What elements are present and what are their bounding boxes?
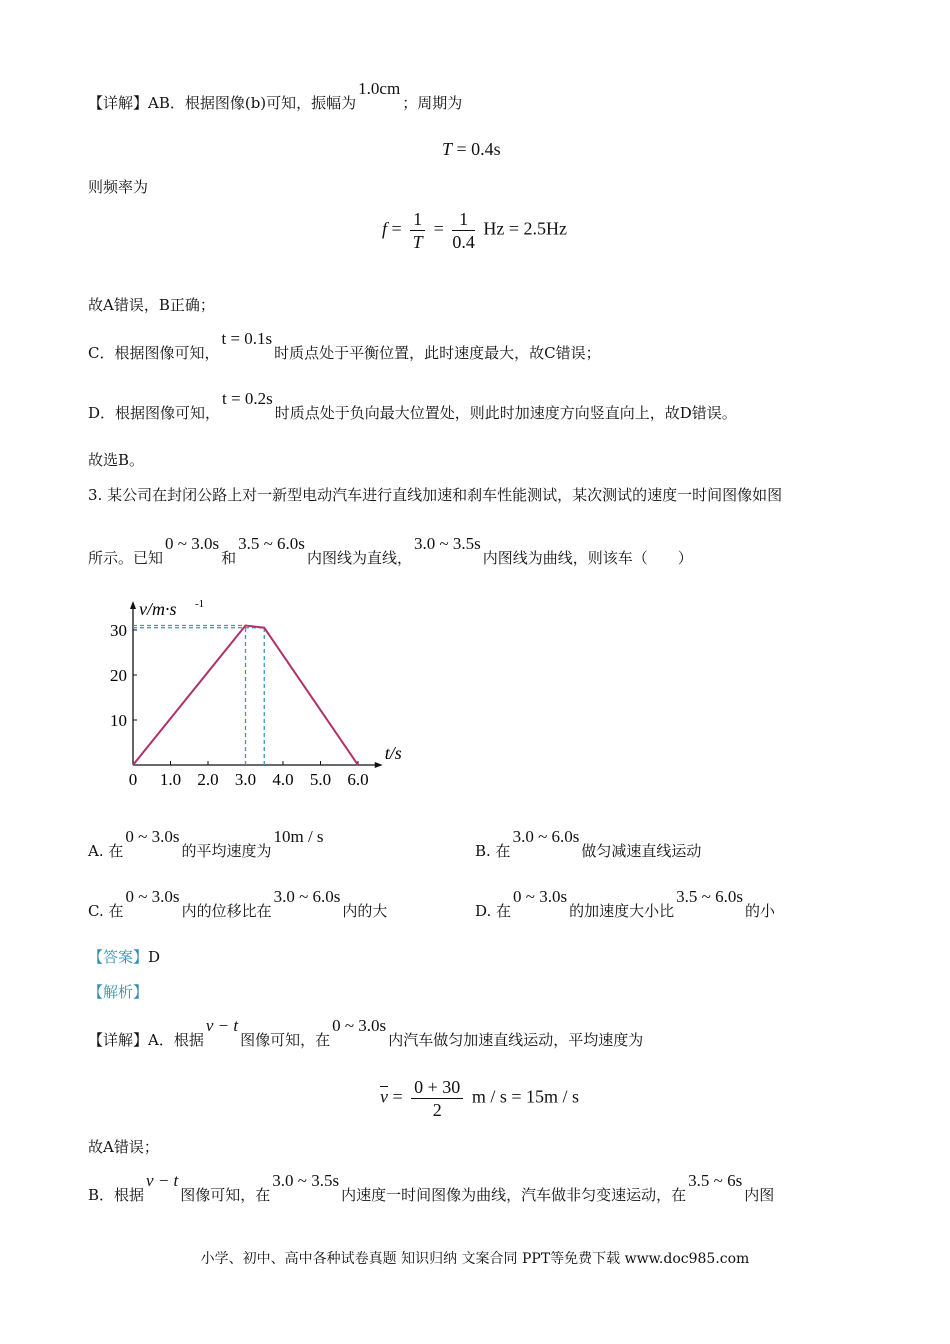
text: 内汽车做匀加速直线运动，平均速度为	[388, 1031, 644, 1049]
x-tick-label: 5.0	[309, 770, 332, 789]
var-v-bar: $\overline{v}$	[380, 1086, 388, 1107]
y-tick-label: 10	[110, 711, 127, 730]
math: 3.5 ~ 6s	[688, 1171, 743, 1190]
option-d[interactable]	[475, 887, 775, 921]
eq-period	[442, 139, 501, 160]
math: v − t	[146, 1171, 179, 1190]
math: 3.0 ~ 6.0s	[512, 827, 580, 846]
text: 所示。已知	[88, 549, 164, 567]
x-tick-label: 0	[128, 770, 138, 789]
math: 0 ~ 3.0s	[125, 827, 180, 846]
var-f: f	[382, 218, 388, 239]
var-T: T	[442, 139, 453, 159]
math: 0 ~ 3.0s	[165, 534, 220, 553]
y-tick-label: 20	[110, 666, 127, 685]
text: 内的大	[342, 902, 388, 920]
math: 0 ~ 3.0s	[125, 887, 180, 906]
math-t: t = 0.2s	[222, 389, 273, 408]
math: 3.5 ~ 6.0s	[676, 887, 743, 906]
a-wrong: 故A错误；	[88, 1138, 159, 1156]
detail-a	[88, 1016, 644, 1050]
x-tick-label: 2.0	[197, 770, 219, 789]
option-a[interactable]	[88, 827, 326, 861]
text: 内的位移比在	[181, 902, 272, 920]
text: D．根据图像可知，	[88, 404, 221, 422]
answer-line	[88, 947, 160, 967]
den: 2	[432, 1100, 442, 1120]
eq-tail: m / s = 15m / s	[471, 1086, 579, 1107]
x-axis-arrow	[375, 762, 383, 768]
detail-b	[88, 1171, 775, 1205]
text: 时质点处于平衡位置，此时速度最大，故C错误；	[274, 344, 601, 362]
text: 内速度一时间图像为曲线，汽车做非匀变速运动，在	[341, 1186, 687, 1204]
q3-line1: 3. 某公司在封闭公路上对一新型电动汽车进行直线加速和刹车性能测试，某次测试的速度一时间图像如图	[88, 486, 783, 504]
den: T	[412, 232, 423, 252]
ab-conclusion: 故A错误，B正确；	[88, 296, 215, 314]
analysis-tag: 【解析】	[88, 983, 149, 1001]
frac-avg	[411, 1076, 463, 1121]
num: 1	[452, 208, 475, 231]
text: 的小	[744, 902, 775, 920]
y-axis-label-sup: -1	[195, 598, 205, 610]
text: ；周期为	[402, 94, 463, 112]
text: 时质点处于负向最大位置处，则此时加速度方向竖直向上，故D错误。	[274, 404, 737, 422]
para-amplitude	[88, 79, 463, 113]
x-tick-label: 3.0	[234, 770, 257, 789]
para-d	[88, 389, 737, 423]
eq-sign: =	[392, 1086, 403, 1107]
y-axis-arrow	[130, 601, 136, 609]
text: B．根据	[88, 1186, 145, 1204]
x-tick-label: 1.0	[159, 770, 182, 789]
option-label: D. 在	[475, 902, 512, 920]
velocity-time-chart	[95, 588, 440, 798]
math: 3.0 ~ 3.5s	[413, 534, 481, 553]
para-c	[88, 329, 601, 363]
text: 内图线为曲线，则该车（ ）	[482, 549, 693, 567]
y-axis-label: v/m·s	[139, 599, 177, 619]
frac-1-T	[410, 208, 425, 253]
option-label: C. 在	[88, 902, 124, 920]
text: 的平均速度为	[181, 842, 272, 860]
math-t: t = 0.1s	[221, 329, 273, 348]
frac-1-04	[452, 208, 475, 253]
math: v − t	[205, 1016, 239, 1035]
text: C．根据图像可知，	[88, 344, 220, 362]
choose-b: 故选B。	[88, 451, 145, 469]
text: 的加速度大小比	[569, 902, 675, 920]
answer-value: D	[148, 948, 161, 966]
x-tick-label: 4.0	[272, 770, 294, 789]
eq-average-velocity	[380, 1076, 579, 1121]
text: 【详解】A．根据	[88, 1031, 204, 1049]
text: 图像可知，在	[180, 1186, 271, 1204]
text: 内图	[744, 1186, 775, 1204]
eq-tail: Hz = 2.5Hz	[483, 218, 567, 239]
option-label: A. 在	[88, 842, 124, 860]
num: 1	[410, 208, 425, 231]
q3-line2	[88, 534, 693, 568]
text: 做匀减速直线运动	[581, 842, 702, 860]
option-label: B. 在	[475, 842, 511, 860]
num: 0 + 30	[411, 1076, 463, 1099]
math: 3.0 ~ 3.5s	[272, 1171, 340, 1190]
answer-tag: 【答案】	[88, 948, 149, 966]
eq-sign: =	[391, 218, 402, 239]
math: 10m / s	[273, 827, 324, 846]
den: 0.4	[452, 232, 475, 252]
x-axis-label: t/s	[384, 743, 402, 763]
eq-rhs: = 0.4s	[456, 139, 501, 159]
text: 图像可知，在	[240, 1031, 331, 1049]
text: 和	[221, 549, 237, 567]
math: 3.5 ~ 6.0s	[238, 534, 305, 553]
series-line-v-t	[133, 626, 358, 766]
math: 0 ~ 3.0s	[513, 887, 568, 906]
math: 3.0 ~ 6.0s	[273, 887, 341, 906]
text: 【详解】AB．根据图像(b)可知，振幅为	[88, 94, 357, 112]
y-tick-label: 30	[110, 621, 127, 640]
text: 内图线为直线，	[306, 549, 412, 567]
eq-frequency: f = $\frac{1}{T}$ = $\frac{1}{0.4}$ Hz = 2.5Hz	[382, 209, 567, 252]
math: 0 ~ 3.0s	[332, 1016, 387, 1035]
x-tick-label: 6.0	[347, 770, 369, 789]
footer: 小学、初中、高中各种试卷真题 知识归纳 文案合同 PPT等免费下载 www.doc985.com	[200, 1251, 750, 1267]
math-amplitude: 1.0cm	[358, 79, 401, 98]
option-b[interactable]	[475, 827, 702, 861]
freq-intro: 则频率为	[88, 178, 149, 196]
option-c[interactable]	[88, 887, 388, 921]
